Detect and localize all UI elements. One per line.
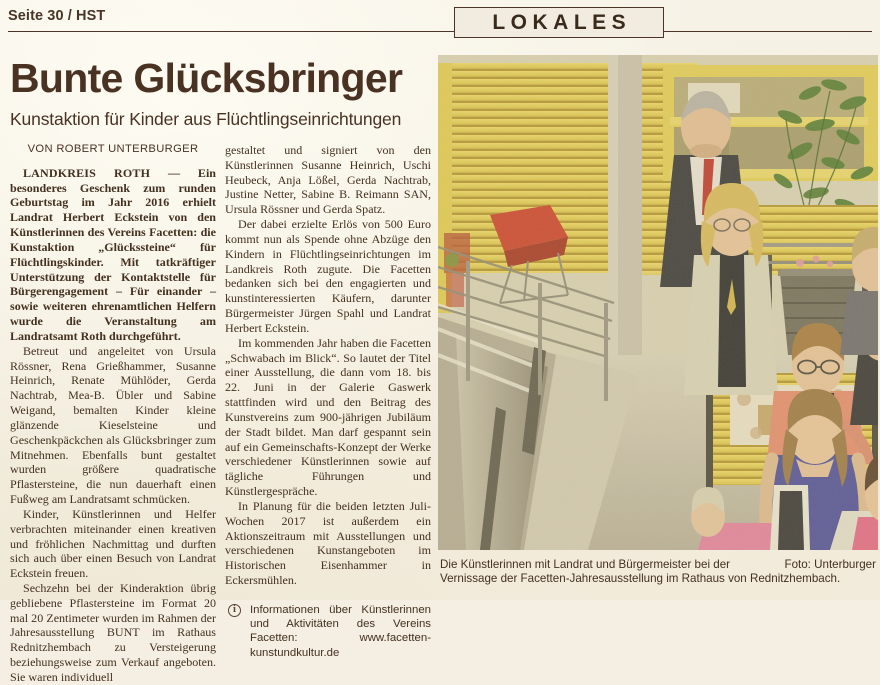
body-paragraph: Im kommenden Jahr haben die Facetten „Schwabach im Blick“. So lautet der Titel einer Ausstellung, die dann vom 18. bis 22. Juni in der Galerie Gaswerk stattfinden wird und den Beitrag des Kunstvereins zum 900-jährigen Jubiläum der Stadt bildet. Man darf gespannt sein auf ein Gemeinschafts-Konzept der Werke verschiedener Künstlerinnen sowie auf tägliche Führungen und Künstlergespräche. [225, 335, 431, 499]
article-headline: Bunte Glücksbringer [10, 55, 403, 101]
body-paragraph: Betreut und angeleitet von Ursula Rössner, Rena Grießhammer, Susanne Heinrich, Renate Mühlöder, Gerda Nachtrab, Mea-B. Übler und Sabine Weigand, bemalten Kinder kleine glänzende Kieselsteine und Geschenkpäckchen als Glücksbringer zum Mitnehmen. Ebenfalls bunt gestaltet wurden größere quadratische Pflastersteine, die nun dauerhaft einen Fußweg am Landratsamt schmücken. [10, 343, 216, 507]
headline-block [10, 55, 430, 129]
body-paragraph: Der dabei erzielte Erlös von 500 Euro kommt nun als Spende ohne Abzüge den Kindern in Flüchtlingseinrichtungen im Landkreis Roth zugute. Die Facetten bedanken sich bei den engagierten und kunstinteressierten Käufern, darunter Bürgermeister Jürgen Spahl und Landrat Herbert Eckstein. [225, 217, 431, 335]
article-photo [438, 55, 878, 550]
section-badge-label: LOKALES [492, 11, 632, 34]
photo-caption-text: Die Künstlerinnen mit Landrat und Bürgermeister bei der Vernissage der Facetten-Jahresausstellung im Rathaus von Rednitzhembach. [440, 558, 841, 586]
section-badge [454, 7, 664, 38]
body-paragraph: In Planung für die beiden letzten Juli-Wochen 2017 ist außerdem ein Aktionszeitraum mit Ausstellungen und verschiedenen Kunstangeboten im Historischen Eisenhammer in Eckersmühlen. [225, 498, 431, 588]
article-subhead: Kunstaktion für Kinder aus Flüchtlingseinrichtungen [10, 108, 402, 129]
article-byline: VON ROBERT UNTERBURGER [27, 143, 199, 155]
photo-credit: Foto: Unterburger [784, 558, 876, 571]
photo-caption [440, 558, 876, 586]
body-paragraph: gestaltet und signiert von den Künstlerinnen Susanne Heinrich, Uschi Heubeck, Anja Lößel, Gerda Nachtrab, Justine Netter, Sabine B. Reimann SAN, Ursula Rössner und Gerda Spatz. [225, 143, 431, 217]
page-folio: Seite 30 / HST [8, 8, 106, 24]
masthead [8, 6, 872, 40]
body-paragraph: Kinder, Künstlerinnen und Helfer verbrachten miteinander einen kreativen und fröhlichen Nachmittag und durften sich auch über einen Besuch von Landrat Eckstein freuen. [10, 506, 216, 581]
info-circle-icon: i [228, 604, 241, 617]
body-paragraph: Sechzehn bei der Kinderaktion übrig gebliebene Pflastersteine im Format 20 mal 20 Zentimeter wurden im Rahmen der Jahresausstellung BUNT im Rathaus Rednitzhembach zu Versteigerung beziehungsweise zum Verkauf angeboten. Sie waren individuell [10, 580, 216, 684]
photo-block [438, 55, 878, 586]
article-column-1 [10, 143, 216, 685]
article-column-2 [225, 143, 431, 660]
lead-paragraph [10, 166, 216, 344]
info-box-text: Informationen über Künstlerinnen und Aktivitäten des Vereins Facetten: www.facetten-kunstundkultur.de [250, 603, 431, 659]
lead-paragraph-text: — Ein besonderes Geschenk zum runden Geburtstag im Jahr 2016 erhielt Landrat Herbert Eckstein von den Künstlerinnen des Vereins Facetten: die Kunstaktion „Glückssteine“ für Flüchtlingskinder. Mit tatkräftiger Unterstützung der Kontaktstelle für Bürgerengagement – Für einander – sowie weiteren ehrenamtlichen Helfern wurde die Veranstaltung am Landratsamt Roth durchgeführt. [10, 165, 216, 343]
masthead-rule [8, 31, 872, 32]
dateline: LANDKREIS ROTH [23, 165, 151, 180]
photo-illustration [438, 55, 878, 550]
info-box [225, 603, 431, 660]
